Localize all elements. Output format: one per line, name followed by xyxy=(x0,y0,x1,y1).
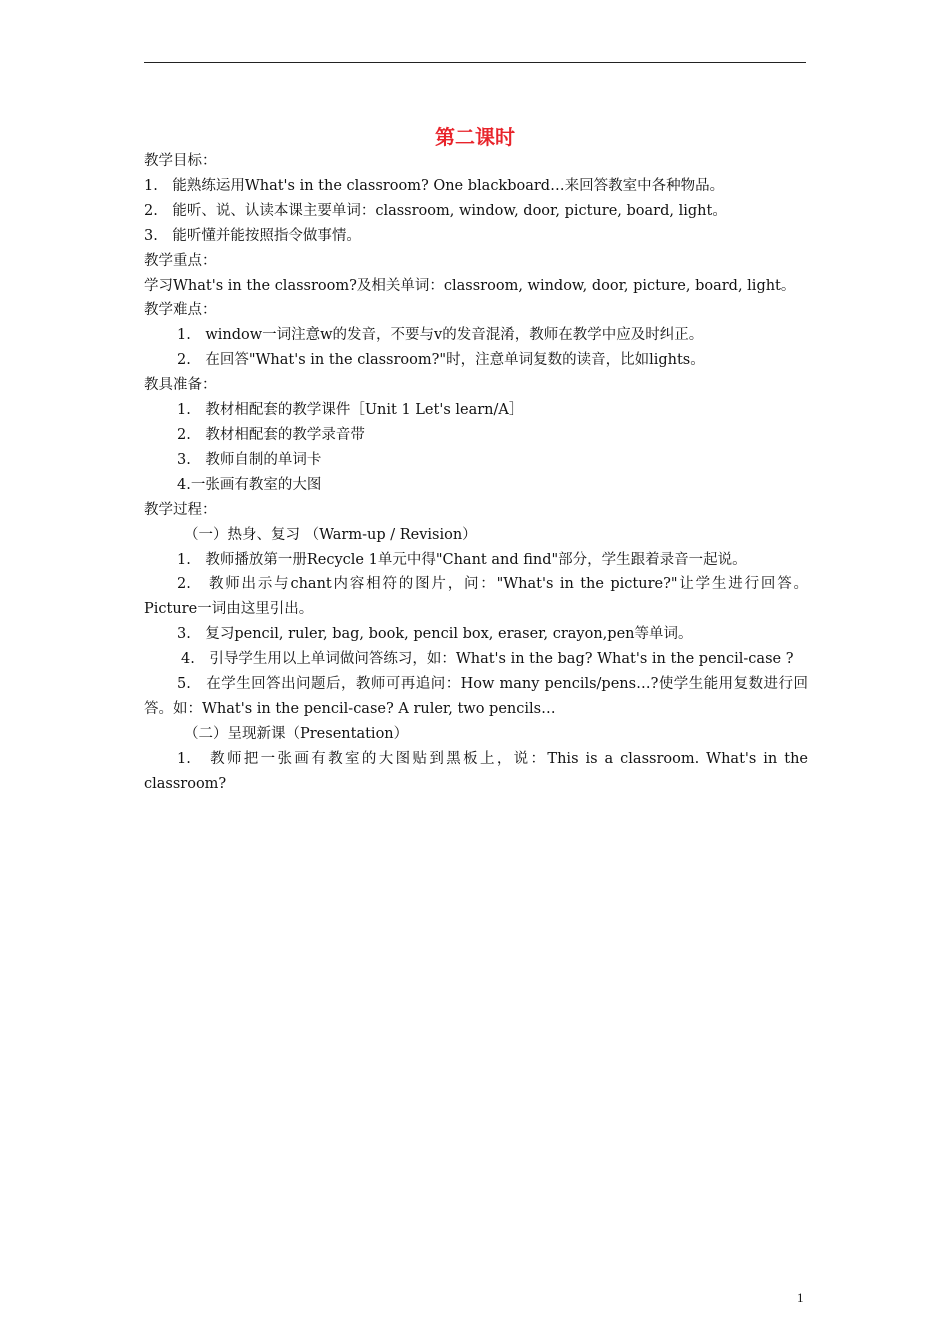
warmup-item: 5. 在学生回答出问题后，教师可再追问：How many pencils/pens…?使学生能用复数进行回答。如：What's in the pencil-case? A ruler, two pencils… xyxy=(144,676,808,717)
warmup-item: 3. 复习pencil, ruler, bag, book, pencil box, eraser, crayon,pen等单词。 xyxy=(177,626,693,643)
warmup-item: 1. 教师播放第一册Recycle 1单元中得"Chant and find"部分，学生跟着录音一起说。 xyxy=(177,551,747,568)
goal-item: 1. 能熟练运用What's in the classroom? One blackboard…来回答教室中各种物品。 xyxy=(144,177,725,194)
warmup-item: 2. 教师出示与chant内容相符的图片，问："What's in the picture?"让学生进行回答。Picture一词由这里引出。 xyxy=(144,576,808,618)
difficulty-item: 1. window一词注意w的发音，不要与v的发音混淆，教师在教学中应及时纠正。 xyxy=(177,327,704,344)
goal-item: 3. 能听懂并能按照指令做事情。 xyxy=(144,227,361,244)
difficulty-item: 2. 在回答"What's in the classroom?"时，注意单词复数的读音，比如lights。 xyxy=(177,352,705,369)
process-heading: 教学过程： xyxy=(144,501,217,518)
presentation-heading: （二）呈现新课（Presentation） xyxy=(184,725,409,742)
warmup-item: 4. 引导学生用以上单词做问答练习，如：What's in the bag? What's in the pencil-case ? xyxy=(181,651,794,668)
prep-item: 4.一张画有教室的大图 xyxy=(177,476,322,493)
header-rule xyxy=(144,62,806,63)
prep-item: 2. 教材相配套的教学录音带 xyxy=(177,426,365,443)
prep-item: 1. 教材相配套的教学课件［Unit 1 Let's learn/A］ xyxy=(177,402,524,419)
goal-item: 2. 能听、说、认读本课主要单词：classroom, window, door, picture, board, light。 xyxy=(144,202,727,219)
page-title: 第二课时 xyxy=(435,125,515,149)
difficulty-heading: 教学难点： xyxy=(144,302,217,319)
prep-item: 3. 教师自制的单词卡 xyxy=(177,451,322,468)
focus-text: 学习What's in the classroom?及相关单词：classroom, window, door, picture, board, light。 xyxy=(144,277,796,294)
document-body xyxy=(144,149,808,797)
goals-heading: 教学目标： xyxy=(144,153,217,169)
page-number: 1 xyxy=(797,1290,804,1305)
focus-heading: 教学重点： xyxy=(144,252,217,269)
prep-heading: 教具准备： xyxy=(144,377,217,394)
presentation-item: 1. 教师把一张画有教室的大图贴到黑板上，说：This is a classroom. What's in the classroom? xyxy=(144,750,808,792)
warmup-heading: （一）热身、复习 （Warm-up / Revision） xyxy=(184,526,477,543)
